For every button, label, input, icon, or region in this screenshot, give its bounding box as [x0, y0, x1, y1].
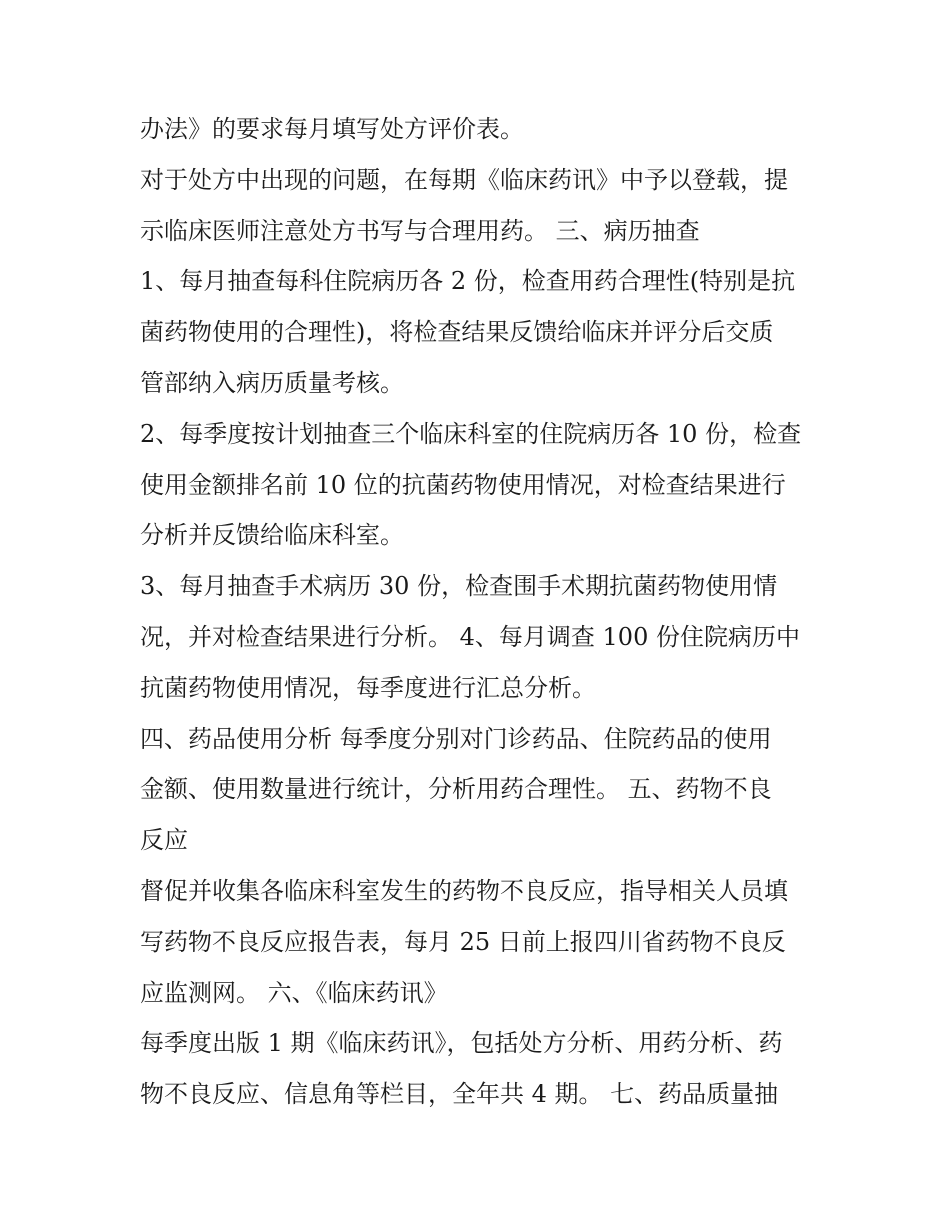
- text-line: 督促并收集各临床科室发生的药物不良反应，指导相关人员填: [140, 876, 788, 905]
- text-line: 四、药品使用分析 每季度分别对门诊药品、住院药品的使用: [140, 724, 772, 753]
- text-line: 金额、使用数量进行统计，分析用药合理性。 五、药物不良: [140, 775, 772, 804]
- text-line: 抗菌药物使用情况，每季度进行汇总分析。: [140, 673, 596, 702]
- text-line: 1、每月抽查每科住院病历各 2 份，检查用药合理性(特别是抗: [140, 267, 796, 296]
- text-line: 菌药物使用的合理性)，将检查结果反馈给临床并评分后交质: [140, 318, 774, 347]
- text-line: 3、每月抽查手术病历 30 份，检查围手术期抗菌药物使用情: [140, 572, 778, 601]
- text-line: 物不良反应、信息角等栏目，全年共 4 期。 七、药品质量抽: [140, 1080, 779, 1109]
- text-line: 写药物不良反应报告表，每月 25 日前上报四川省药物不良反: [140, 927, 786, 956]
- text-line: 反应: [140, 826, 188, 855]
- document-body: [140, 104, 830, 1120]
- text-line: 应监测网。 六、《临床药讯》: [140, 978, 448, 1007]
- text-line: 况，并对检查结果进行分析。 4、每月调查 100 份住院病历中: [140, 622, 800, 651]
- text-line: 使用金额排名前 10 位的抗菌药物使用情况，对检查结果进行: [140, 470, 786, 499]
- text-line: 对于处方中出现的问题，在每期《临床药讯》中予以登载，提: [140, 165, 788, 194]
- text-line: 每季度出版 1 期《临床药讯》，包括处方分析、用药分析、药: [140, 1029, 783, 1058]
- text-line: 2、每季度按计划抽查三个临床科室的住院病历各 10 份，检查: [140, 419, 802, 448]
- text-line: 分析并反馈给临床科室。: [140, 521, 404, 550]
- text-line: 示临床医师注意处方书写与合理用药。 三、病历抽查: [140, 216, 700, 245]
- text-line: 办法》的要求每月填写处方评价表。: [140, 115, 524, 143]
- text-line: 管部纳入病历质量考核。: [140, 368, 404, 397]
